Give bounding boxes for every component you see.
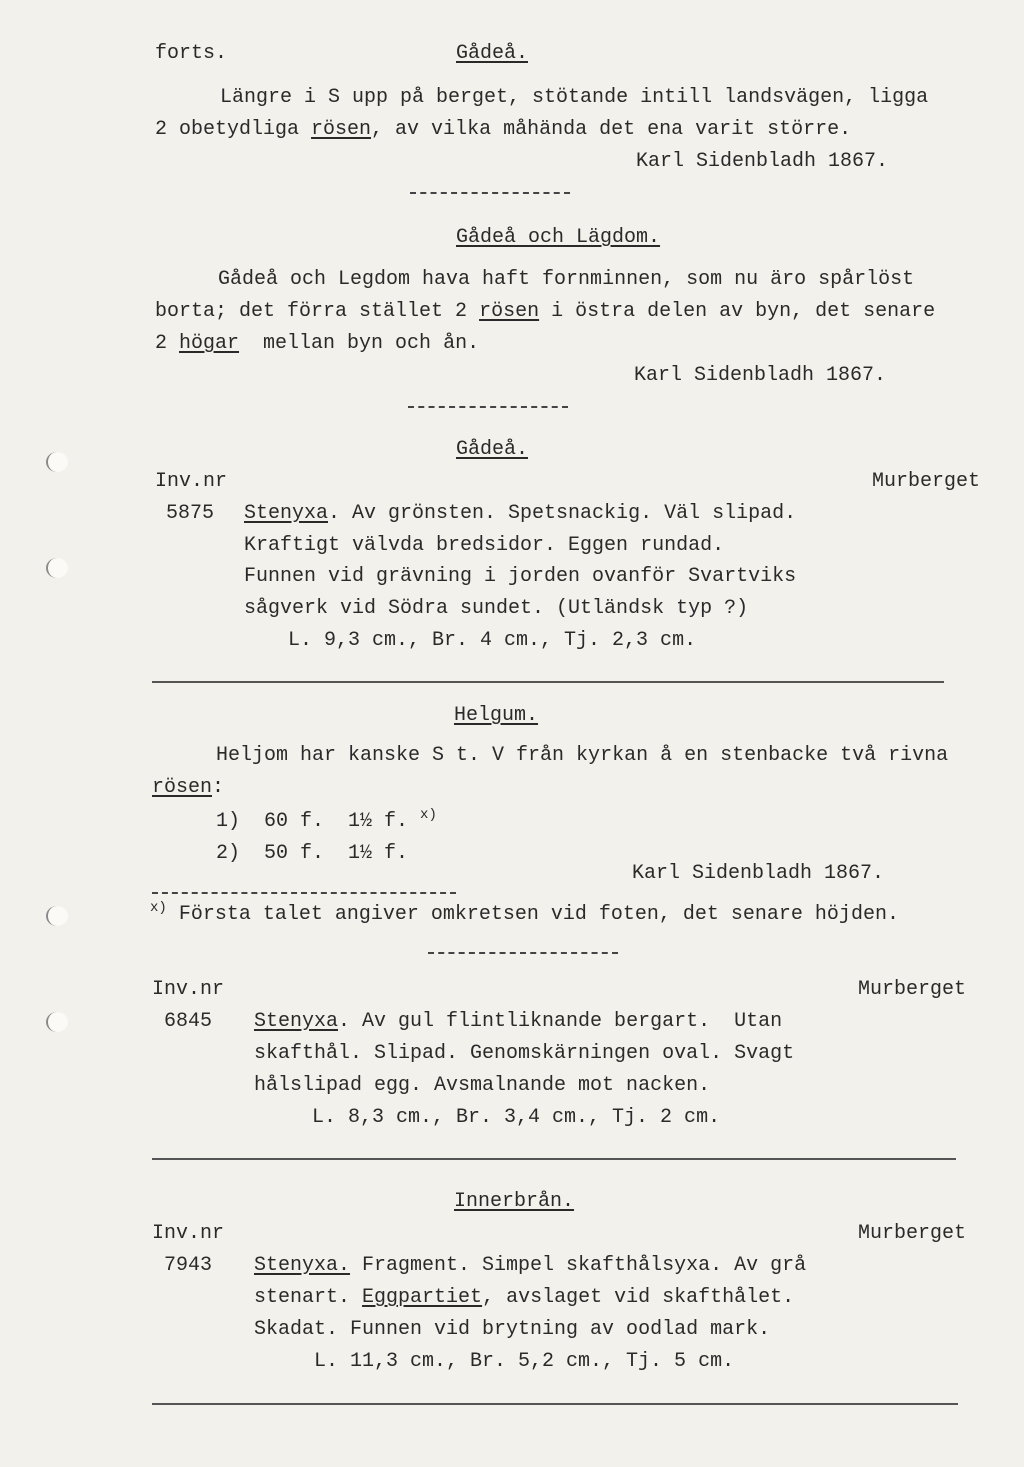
entry1-line1: Längre i S upp på berget, stötande intill landsvägen, ligga — [220, 86, 929, 109]
entry5-line1: Stenyxa. Av gul flintliknande bergart. Utan — [254, 1010, 783, 1033]
entry6-number: 7943 — [164, 1254, 213, 1277]
section-separator — [410, 192, 570, 194]
footnote-separator — [152, 892, 456, 894]
entry3-inv-label: Inv.nr — [155, 470, 228, 493]
entry3-line1: Stenyxa. Av grönsten. Spetsnackig. Väl slipad. — [244, 502, 797, 525]
section-separator — [428, 952, 618, 954]
entry3-line3: Funnen vid grävning i jorden ovanför Svartviks — [244, 565, 797, 588]
section-rule — [152, 1403, 958, 1405]
entry4-item2: 2) 50 f. 1½ f. — [216, 842, 409, 865]
entry5-measures: L. 8,3 cm., Br. 3,4 cm., Tj. 2 cm. — [312, 1106, 721, 1129]
entry6-inv-label: Inv.nr — [152, 1222, 225, 1245]
entry2-line2: borta; det förra stället 2 rösen i östra delen av byn, det senare — [155, 300, 936, 323]
entry2-line3: 2 högar mellan byn och ån. — [155, 332, 480, 355]
punch-hole — [46, 558, 68, 578]
entry3-title: Gådeå. — [456, 438, 529, 461]
entry4-title: Helgum. — [454, 704, 539, 727]
entry5-line2: skafthål. Slipad. Genomskärningen oval. Svagt — [254, 1042, 795, 1065]
punch-hole — [46, 1012, 68, 1032]
entry1-line2: 2 obetydliga rösen, av vilka måhända det ena varit större. — [155, 118, 852, 141]
section-separator — [408, 406, 568, 408]
entry2-signature: Karl Sidenbladh 1867. — [634, 364, 887, 387]
section-rule — [152, 1158, 956, 1160]
entry6-line1: Stenyxa. Fragment. Simpel skafthålsyxa. Av grå — [254, 1254, 807, 1277]
punch-hole — [46, 906, 68, 926]
entry1-signature: Karl Sidenbladh 1867. — [636, 150, 889, 173]
entry5-line3: hålslipad egg. Avsmalnande mot nacken. — [254, 1074, 711, 1097]
entry4-signature: Karl Sidenbladh 1867. — [632, 862, 885, 885]
entry3-line2: Kraftigt välvda bredsidor. Eggen rundad. — [244, 534, 725, 557]
entry2-title: Gådeå och Lägdom. — [456, 226, 661, 249]
entry6-museum: Murberget — [858, 1222, 967, 1245]
entry5-museum: Murberget — [858, 978, 967, 1001]
section-rule — [152, 681, 944, 683]
entry3-measures: L. 9,3 cm., Br. 4 cm., Tj. 2,3 cm. — [288, 629, 697, 652]
entry6-measures: L. 11,3 cm., Br. 5,2 cm., Tj. 5 cm. — [314, 1350, 735, 1373]
entry3-museum: Murberget — [872, 470, 981, 493]
entry4-rosen: rösen: — [152, 776, 225, 799]
entry6-title: Innerbrån. — [454, 1190, 575, 1213]
entry2-line1: Gådeå och Legdom hava haft fornminnen, som nu äro spårlöst — [218, 268, 915, 291]
entry3-number: 5875 — [166, 502, 215, 525]
entry5-inv-label: Inv.nr — [152, 978, 225, 1001]
punch-hole — [46, 452, 68, 472]
header-forts: forts. — [155, 42, 228, 65]
entry4-line1: Heljom har kanske S t. V från kyrkan å en stenbacke två rivna — [216, 744, 949, 767]
entry6-line3: Skadat. Funnen vid brytning av oodlad mark. — [254, 1318, 771, 1341]
entry6-line2: stenart. Eggpartiet, avslaget vid skafthålet. — [254, 1286, 795, 1309]
entry5-number: 6845 — [164, 1010, 213, 1033]
entry4-item1: 1) 60 f. 1½ f. $^{x)}$ — [216, 807, 437, 833]
entry4-footnote: $^{x)}$ Första talet angiver omkretsen vid foten, det senare höjden. — [150, 900, 899, 926]
entry3-line4: sågverk vid Södra sundet. (Utländsk typ ?) — [244, 597, 749, 620]
header-place: Gådeå. — [456, 42, 529, 65]
